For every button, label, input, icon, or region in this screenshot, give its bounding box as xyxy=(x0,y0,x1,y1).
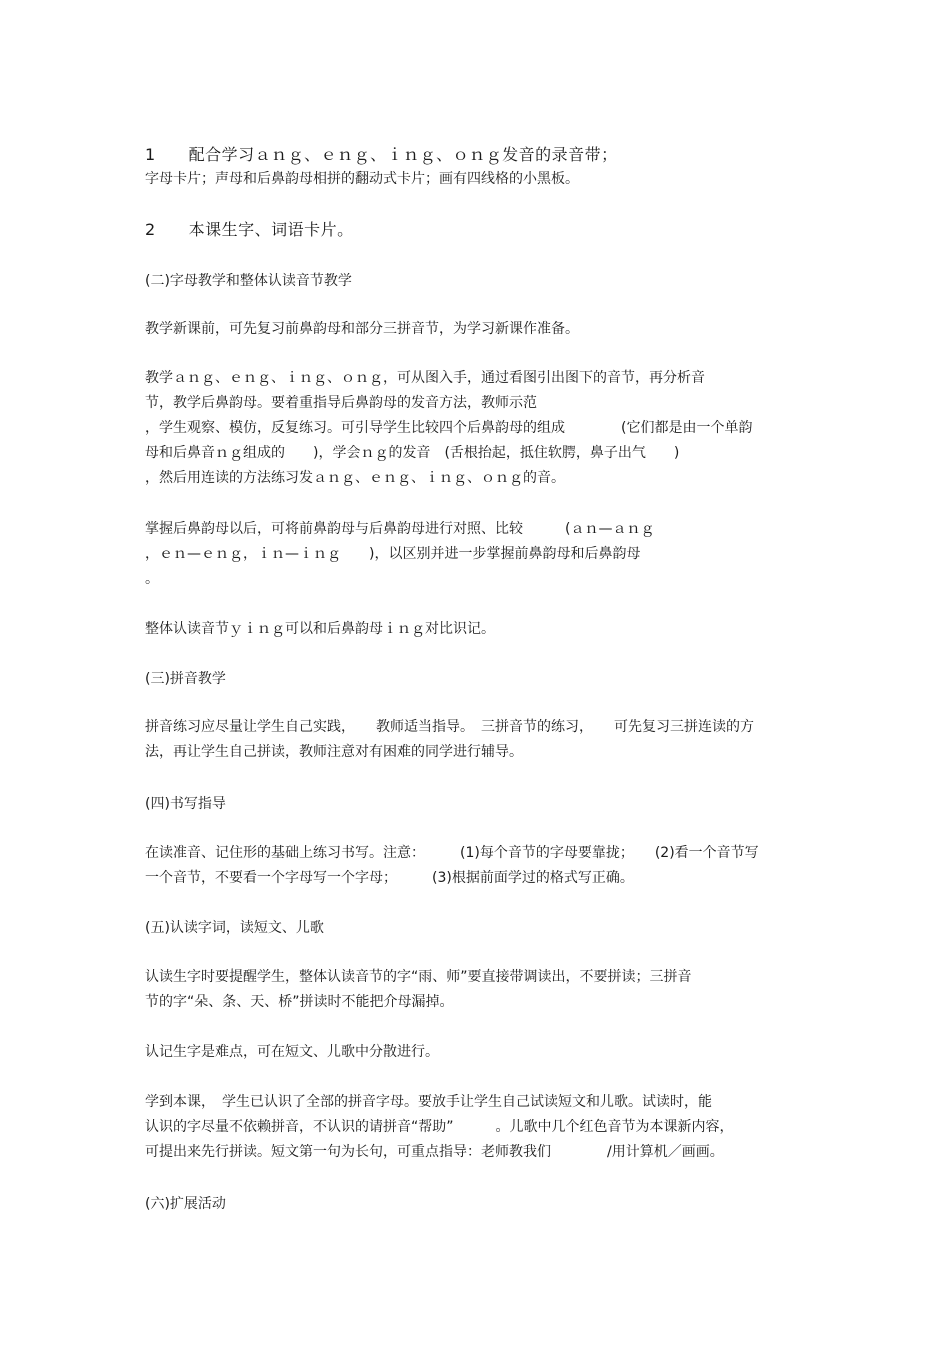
paragraph-line: 学到本课， 学生已认识了全部的拼音字母。要放手让学生自己试读短文和儿歌。试读时，能 xyxy=(145,1094,712,1110)
section-heading: (六)扩展活动 xyxy=(145,1196,226,1212)
paragraph-line: 拼音练习应尽量让学生自己实践， 教师适当指导。 三拼音节的练习， 可先复习三拼连读的方 xyxy=(145,719,754,735)
paragraph-line: 教学ａｎｇ、ｅｎｇ、ｉｎｇ、ｏｎｇ，可从图入手，通过看图引出图下的音节，再分析音 xyxy=(145,370,705,386)
paragraph-line: 掌握后鼻韵母以后，可将前鼻韵母与后鼻韵母进行对照、比较 (ａｎ—ａｎｇ xyxy=(145,521,655,537)
paragraph-line: 教学新课前，可先复习前鼻韵母和部分三拼音节，为学习新课作准备。 xyxy=(145,321,579,337)
paragraph-line: 母和后鼻音ｎｇ组成的 )，学会ｎｇ的发音 (舌根抬起，抵住软腭，鼻子出气 ) xyxy=(145,445,680,461)
paragraph-line: 节，教学后鼻韵母。要着重指导后鼻韵母的发音方法，教师示范 xyxy=(145,395,537,411)
paragraph-line: ，然后用连读的方法练习发ａｎｇ、ｅｎｇ、ｉｎｇ、ｏｎｇ的音。 xyxy=(145,470,565,486)
paragraph-line: 认识的字尽量不依赖拼音，不认识的请拼音“帮助” 。儿歌中几个红色音节为本课新内容， xyxy=(145,1119,734,1135)
paragraph-line: 一个音节，不要看一个字母写一个字母； (3)根据前面学过的格式写正确。 xyxy=(145,870,634,886)
section-heading: (五)认读字词，读短文、儿歌 xyxy=(145,920,324,936)
section-heading: (二)字母教学和整体认读音节教学 xyxy=(145,273,352,289)
paragraph-line: ，ｅｎ—ｅｎｇ，ｉｎ—ｉｎｇ )，以区别并进一步掌握前鼻韵母和后鼻韵母 xyxy=(145,546,641,562)
paragraph-line: 在读准音、记住形的基础上练习书写。注意： (1)每个音节的字母要靠拢； (2)看一个音节写 xyxy=(145,845,759,861)
section-heading: (三)拼音教学 xyxy=(145,671,226,687)
paragraph-line: 法，再让学生自己拼读，教师注意对有困难的同学进行辅导。 xyxy=(145,744,523,760)
paragraph-line: 认读生字时要提醒学生，整体认读音节的字“雨、师”要直接带调读出，不要拼读；三拼音 xyxy=(145,969,692,985)
paragraph-line: 认记生字是难点，可在短文、儿歌中分散进行。 xyxy=(145,1044,439,1060)
paragraph-line: 2 本课生字、词语卡片。 xyxy=(145,220,354,239)
section-heading: (四)书写指导 xyxy=(145,796,226,812)
paragraph-line: 可提出来先行拼读。短文第一句为长句，可重点指导：老师教我们 /用计算机／画画。 xyxy=(145,1144,724,1160)
paragraph-line: 字母卡片；声母和后鼻韵母相拼的翻动式卡片；画有四线格的小黑板。 xyxy=(145,171,579,187)
paragraph-line: ，学生观察、模仿，反复练习。可引导学生比较四个后鼻韵母的组成 (它们都是由一个单韵 xyxy=(145,420,753,436)
paragraph-line: 整体认读音节ｙｉｎｇ可以和后鼻韵母ｉｎｇ对比识记。 xyxy=(145,621,495,637)
paragraph-line: 1 配合学习ａｎｇ、ｅｎｇ、ｉｎｇ、ｏｎｇ发音的录音带； xyxy=(145,145,618,164)
paragraph-line: 。 xyxy=(145,571,159,587)
paragraph-line: 节的字“朵、条、天、桥”拼读时不能把介母漏掉。 xyxy=(145,994,454,1010)
